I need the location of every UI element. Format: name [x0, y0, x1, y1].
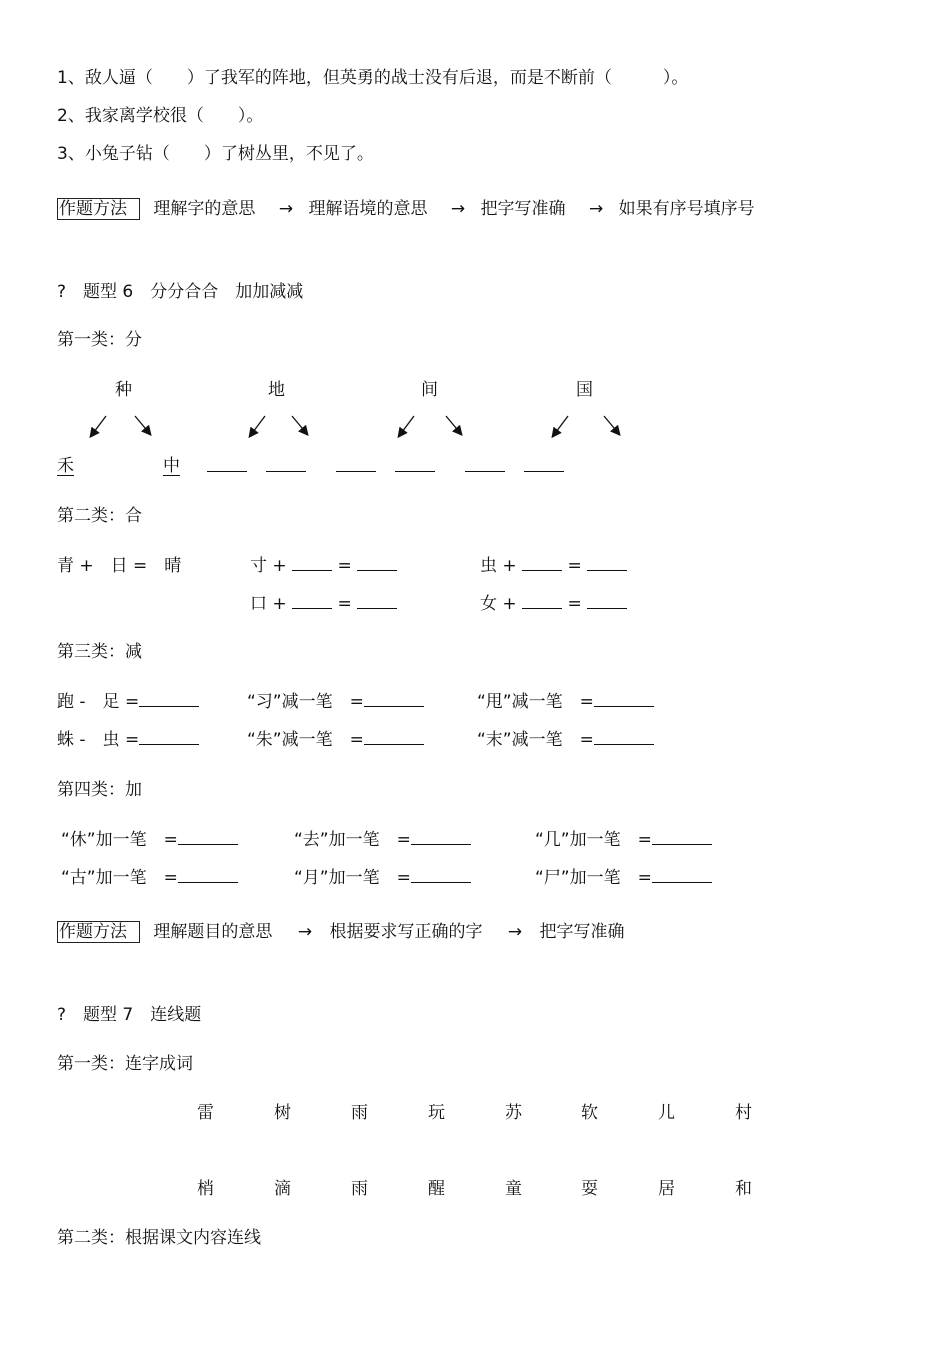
match-top-char[interactable]: 苏: [505, 1103, 522, 1123]
category-heading: 第三类：减: [57, 642, 142, 662]
add-item: [61, 829, 238, 851]
answer-blank[interactable]: [292, 556, 332, 571]
match-bottom-char[interactable]: 梢: [197, 1179, 214, 1199]
combine-item: 寸 + =: [250, 555, 397, 577]
answer-blank[interactable]: [587, 556, 627, 571]
match-top-char[interactable]: 玩: [428, 1103, 445, 1123]
answer-blank[interactable]: [594, 730, 654, 745]
method-step: 把字写准确: [480, 199, 566, 219]
match-bottom-char[interactable]: 和: [735, 1179, 752, 1199]
subtract-prompt: “末”减一笔 =: [477, 730, 594, 750]
subtract-item: [57, 691, 199, 713]
section-heading-type7: ? 题型 7 连线题: [57, 1005, 202, 1025]
split-char: 种: [115, 380, 132, 400]
answer-blank[interactable]: [357, 556, 397, 571]
split-char: 地: [268, 380, 285, 400]
answer-blank[interactable]: [364, 730, 424, 745]
answer-blank[interactable]: [522, 594, 562, 609]
match-bottom-char[interactable]: 耍: [581, 1179, 598, 1199]
answer-blank[interactable]: [336, 457, 376, 472]
arrow-down-right-icon: [135, 416, 150, 434]
add-item: [294, 829, 471, 851]
section-heading-type6: ? 题型 6 分分合合 加加减减: [57, 282, 304, 302]
subtract-prompt: “习”减一笔 =: [247, 692, 364, 712]
answer-blank[interactable]: [292, 594, 332, 609]
combine-prompt: 虫 +: [480, 556, 517, 576]
split-answer: 中: [163, 456, 180, 476]
answer-blank[interactable]: [411, 868, 471, 883]
combine-item: 口 + =: [250, 593, 397, 615]
arrow-icon: →: [278, 199, 294, 219]
combine-prompt: 口 +: [250, 594, 287, 614]
split-answer: 禾: [57, 456, 74, 476]
match-top-char[interactable]: 树: [274, 1103, 291, 1123]
combine-prompt: 寸 +: [250, 556, 287, 576]
category-heading: 第一类：连字成词: [57, 1054, 193, 1074]
match-bottom-char[interactable]: 雨: [351, 1179, 368, 1199]
combine-prompt: 女 +: [480, 594, 517, 614]
arrow-down-left-icon: [553, 416, 568, 436]
method-step: 如果有序号填序号: [618, 199, 755, 219]
arrow-down-right-icon: [604, 416, 619, 434]
answer-blank[interactable]: [594, 692, 654, 707]
arrow-icon: →: [297, 922, 313, 942]
match-top-char[interactable]: 雨: [351, 1103, 368, 1123]
answer-blank[interactable]: [587, 594, 627, 609]
method-step: 理解语境的意思: [308, 199, 428, 219]
match-bottom-char[interactable]: 滴: [274, 1179, 291, 1199]
answer-blank[interactable]: [139, 730, 199, 745]
arrow-down-right-icon: [292, 416, 307, 434]
answer-blank[interactable]: [178, 830, 238, 845]
subtract-item: [57, 729, 199, 751]
add-prompt: “尸”加一笔 =: [535, 868, 652, 888]
match-bottom-char[interactable]: 居: [658, 1179, 675, 1199]
subtract-prompt: 跑 - 足 =: [57, 692, 140, 712]
arrow-icon: →: [588, 199, 604, 219]
combine-item: 女 + =: [480, 593, 627, 615]
method-row-1: [57, 198, 755, 220]
arrow-down-left-icon: [250, 416, 265, 436]
method-label: 作题方法: [57, 198, 140, 220]
category-heading: 第二类：根据课文内容连线: [57, 1228, 261, 1248]
method-label: 作题方法: [57, 921, 140, 943]
arrow-icon: →: [507, 922, 523, 942]
fill-in-item-2: 2、我家离学校很（ ）。: [57, 106, 264, 126]
subtract-item: [247, 691, 424, 713]
match-bottom-char[interactable]: 醒: [428, 1179, 445, 1199]
category-heading: 第二类：合: [57, 506, 142, 526]
split-char: 国: [576, 380, 593, 400]
answer-blank[interactable]: [139, 692, 199, 707]
subtract-prompt: 蛛 - 虫 =: [57, 730, 140, 750]
arrow-down-right-icon: [446, 416, 461, 434]
arrow-icon: →: [450, 199, 466, 219]
answer-blank[interactable]: [207, 457, 247, 472]
answer-blank[interactable]: [266, 457, 306, 472]
fill-in-item-3: 3、小兔子钻（ ）了树丛里，不见了。: [57, 144, 374, 164]
match-top-char[interactable]: 软: [581, 1103, 598, 1123]
answer-blank[interactable]: [652, 830, 712, 845]
method-row-2: [57, 921, 625, 943]
split-arrows: [80, 410, 640, 442]
answer-blank[interactable]: [364, 692, 424, 707]
add-prompt: “休”加一笔 =: [61, 830, 178, 850]
add-item: [294, 867, 471, 889]
arrow-down-left-icon: [91, 416, 106, 436]
add-item: [61, 867, 238, 889]
answer-blank[interactable]: [395, 457, 435, 472]
answer-blank[interactable]: [522, 556, 562, 571]
match-top-char[interactable]: 村: [735, 1103, 752, 1123]
match-bottom-char[interactable]: 童: [505, 1179, 522, 1199]
method-step: 把字写准确: [539, 922, 625, 942]
add-prompt: “古”加一笔 =: [61, 868, 178, 888]
add-prompt: “几”加一笔 =: [535, 830, 652, 850]
answer-blank[interactable]: [465, 457, 505, 472]
answer-blank[interactable]: [178, 868, 238, 883]
category-heading: 第一类：分: [57, 330, 142, 350]
split-char: 间: [421, 380, 438, 400]
split-blanks: [207, 456, 564, 478]
answer-blank[interactable]: [357, 594, 397, 609]
answer-blank[interactable]: [524, 457, 564, 472]
answer-blank[interactable]: [652, 868, 712, 883]
add-prompt: “去”加一笔 =: [294, 830, 411, 850]
category-heading: 第四类：加: [57, 780, 142, 800]
fill-in-item-1: 1、敌人逼（ ）了我军的阵地，但英勇的战士没有后退，而是不断前（ ）。: [57, 68, 689, 88]
match-top-char[interactable]: 儿: [658, 1103, 675, 1123]
combine-example: 青 + 日 = 晴: [57, 556, 182, 576]
subtract-prompt: “朱”减一笔 =: [247, 730, 364, 750]
method-step: 理解题目的意思: [153, 922, 273, 942]
subtract-item: [477, 729, 654, 751]
add-item: [535, 867, 712, 889]
combine-item: 虫 + =: [480, 555, 627, 577]
add-item: [535, 829, 712, 851]
method-step: 理解字的意思: [153, 199, 256, 219]
add-prompt: “月”加一笔 =: [294, 868, 411, 888]
method-step: 根据要求写正确的字: [329, 922, 483, 942]
subtract-item: [477, 691, 654, 713]
subtract-prompt: “甩”减一笔 =: [477, 692, 594, 712]
answer-blank[interactable]: [411, 830, 471, 845]
arrow-down-left-icon: [399, 416, 414, 436]
match-top-char[interactable]: 雷: [197, 1103, 214, 1123]
subtract-item: [247, 729, 424, 751]
